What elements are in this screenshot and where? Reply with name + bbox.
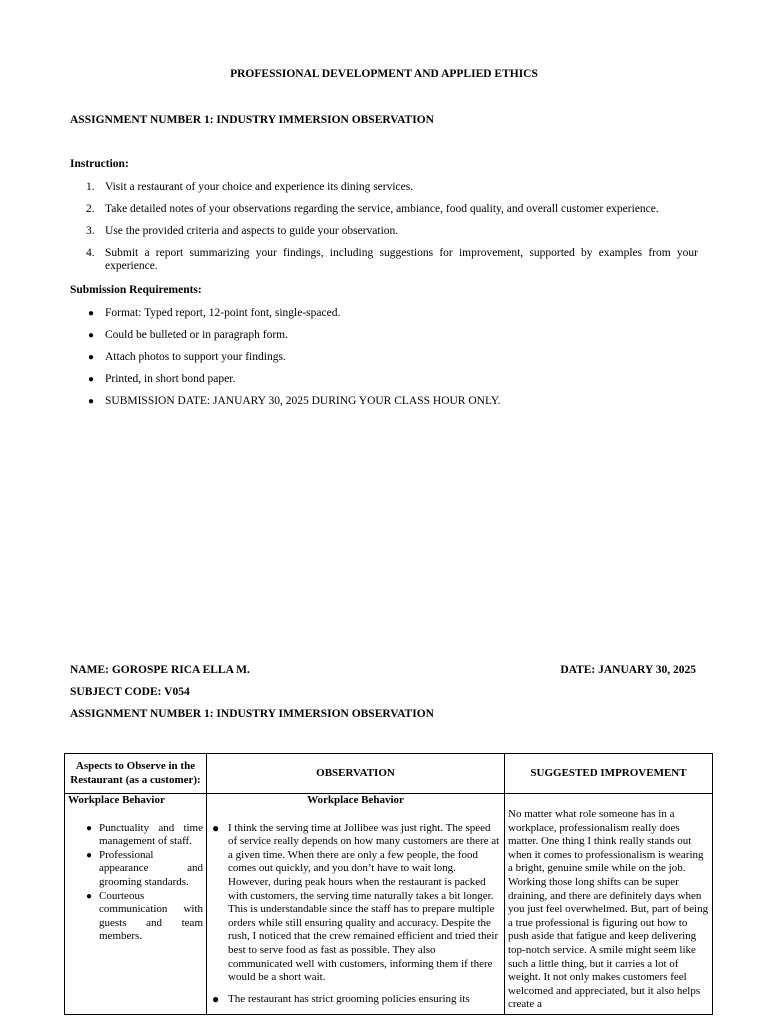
list-item: 2. Take detailed notes of your observations regarding the service, ambiance, food quality, and overall customer experience. bbox=[86, 203, 659, 215]
improvement-cell bbox=[505, 794, 713, 1015]
list-item: ● SUBMISSION DATE: JANUARY 30, 2025 DURING YOUR CLASS HOUR ONLY. bbox=[88, 395, 501, 407]
list-item: ● Courteous communication with guests and team members. bbox=[86, 889, 203, 943]
aspect-list bbox=[68, 822, 203, 944]
assignment-heading-2: ASSIGNMENT NUMBER 1: INDUSTRY IMMERSION OBSERVATION bbox=[70, 708, 434, 720]
improvement-text: No matter what role someone has in a workplace, professionalism really does matter. One thing I think really stands out when it comes to professionalism is wearing a bright, genuine smile while on the job. Working those long shifts can be super draining, and there are definitely days when you just feel overwhelmed. But, part of being a true professional is figuring out how to push aside that fatigue and keep delivering top-notch service. A smile might seem like such a little thing, but it carries a lot of weight. It not only makes customers feel welcomed and appreciated, but it also helps create a bbox=[508, 808, 709, 1011]
list-item: ● Punctuality and time management of staff. bbox=[86, 821, 203, 848]
observation-list bbox=[210, 822, 501, 1007]
list-item: 3. Use the provided criteria and aspects to guide your observation. bbox=[86, 225, 399, 237]
table-row bbox=[65, 794, 713, 1015]
submission-heading: Submission Requirements: bbox=[70, 284, 202, 296]
submission-list bbox=[70, 307, 698, 408]
list-item: 1. Visit a restaurant of your choice and experience its dining services. bbox=[86, 181, 414, 193]
observation-table bbox=[64, 753, 713, 1015]
list-item: ● Attach photos to support your findings. bbox=[88, 351, 286, 363]
instruction-heading: Instruction: bbox=[70, 158, 129, 170]
instruction-list bbox=[70, 181, 698, 273]
column-header-improvement: SUGGESTED IMPROVEMENT bbox=[505, 754, 713, 794]
subject-code: SUBJECT CODE: V054 bbox=[70, 686, 190, 698]
report-date: DATE: JANUARY 30, 2025 bbox=[560, 664, 696, 676]
column-header-aspects: Aspects to Observe in the Restaurant (as a customer): bbox=[65, 754, 207, 794]
list-item: ● Printed, in short bond paper. bbox=[88, 373, 236, 385]
document-title: PROFESSIONAL DEVELOPMENT AND APPLIED ETHICS bbox=[230, 68, 538, 80]
column-header-observation: OBSERVATION bbox=[207, 754, 505, 794]
list-item: ● Format: Typed report, 12-point font, single-spaced. bbox=[88, 307, 341, 319]
table-header-row bbox=[65, 754, 713, 794]
list-item: ● The restaurant has strict grooming policies ensuring its bbox=[212, 991, 470, 1006]
student-name: NAME: GOROSPE RICA ELLA M. bbox=[70, 664, 250, 676]
aspects-cell bbox=[65, 794, 207, 1015]
list-item: ● I think the serving time at Jollibee was just right. The speed of service really depends on how many customers are there at a given time. When there are only a few people, the food comes out quickly, and you don’t have to wait long. However, during peak hours when the restaurant is packed with customers, the serving time naturally takes a bit longer. This is understandable since the staff has to prepare multiple orders while still ensuring quality and accuracy. Despite the rush, I noticed that the crew remained efficient and tried their best to serve food as fast as possible. They also communicated well with customers, informing them if there would be a short wait. bbox=[212, 820, 500, 984]
list-item: ● Professional appearance and grooming standards. bbox=[86, 848, 203, 888]
list-item: ● Could be bulleted or in paragraph form. bbox=[88, 329, 288, 341]
list-item: 4. Submit a report summarizing your findings, including suggestions for improvement, supported by examples from your experience. bbox=[86, 247, 698, 272]
aspect-title: Workplace Behavior bbox=[68, 794, 165, 806]
observation-cell bbox=[207, 794, 505, 1015]
observation-title: Workplace Behavior bbox=[307, 794, 404, 806]
assignment-heading: ASSIGNMENT NUMBER 1: INDUSTRY IMMERSION OBSERVATION bbox=[70, 114, 434, 126]
